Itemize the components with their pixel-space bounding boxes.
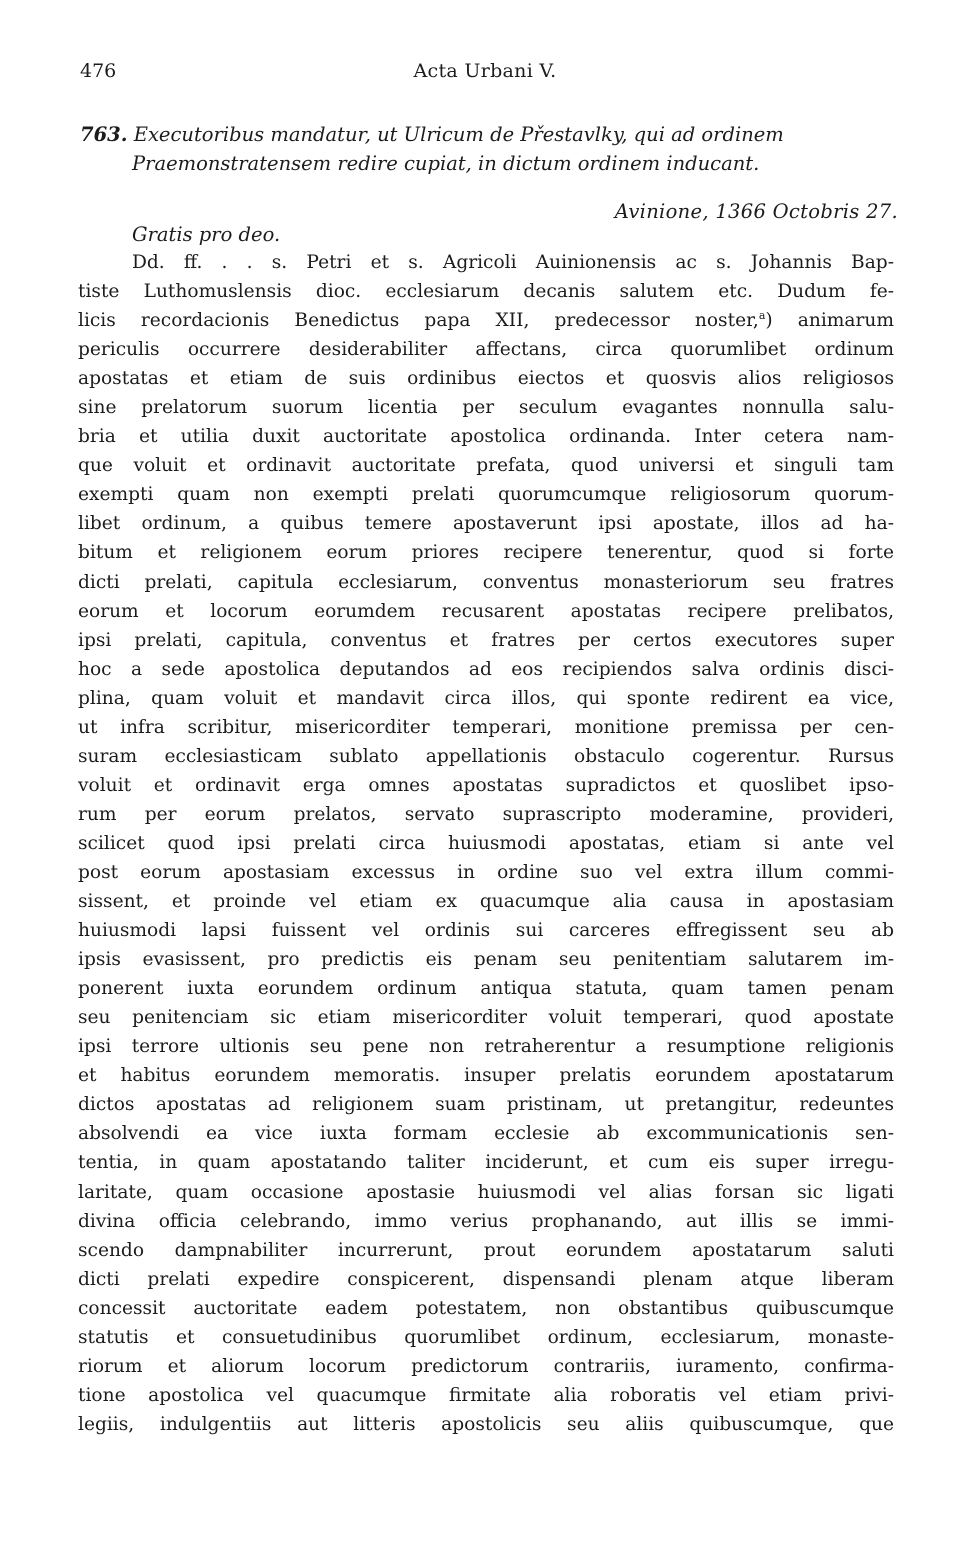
body-line: ipsis evasissent, pro predictis eis penam seu penitentiam salutarem im-	[78, 949, 894, 971]
body-text	[78, 248, 894, 1439]
body-line: post eorum apostasiam excessus in ordine suo vel extra illum commi-	[78, 861, 894, 883]
body-line: plina, quam voluit et mandavit circa illos, qui sponte redirent ea vice,	[78, 687, 894, 709]
body-line: dicti prelati, capitula ecclesiarum, conventus monasteriorum seu fratres	[78, 571, 894, 593]
gratis-note: Gratis pro deo.	[132, 223, 281, 246]
body-line: laritate, quam occasione apostasie huiusmodi vel alias forsan sic ligati	[78, 1181, 894, 1203]
body-line: sissent, et proinde vel etiam ex quacumque alia causa in apostasiam	[78, 891, 894, 913]
body-line: hoc a sede apostolica deputandos ad eos recipiendos salva ordinis disci-	[78, 658, 894, 680]
document-number: 763.	[80, 123, 128, 146]
body-line: suram ecclesiasticam sublato appellationis obstaculo cogerentur. Rursus	[78, 745, 894, 767]
body-line: legiis, indulgentiis aut litteris apostolicis seu aliis quibuscumque, que	[78, 1413, 894, 1435]
body-line: et habitus eorundem memoratis. insuper prelatis eorundem apostatarum	[78, 1065, 894, 1087]
body-line: tione apostolica vel quacumque firmitate alia roboratis vel etiam privi-	[78, 1384, 894, 1406]
body-line-tail: animarum	[797, 310, 894, 332]
body-line: Dd. ff. . . s. Petri et s. Agricoli Auinionensis ac s. Johannis Bap-	[132, 252, 894, 273]
body-line: eorum et locorum eorumdem recusarent apostatas recipere prelibatos,	[78, 600, 894, 622]
body-line: scendo dampnabiliter incurrerunt, prout eorundem apostatarum saluti	[78, 1239, 894, 1261]
body-line: bitum et religionem eorum priores recipere tenerentur, quod si forte	[78, 542, 894, 564]
body-line: que voluit et ordinavit auctoritate prefata, quod universi et singuli tam	[78, 455, 894, 477]
footnote-marker: a	[758, 308, 766, 322]
body-line: tentia, in quam apostatando taliter inciderunt, et cum eis super irregu-	[78, 1152, 894, 1174]
body-line: bria et utilia duxit auctoritate apostolica ordinanda. Inter cetera nam-	[78, 426, 894, 448]
document-heading	[80, 120, 900, 178]
body-line: seu penitenciam sic etiam misericorditer voluit temperari, quod apostate	[78, 1007, 894, 1029]
body-line: divina officia celebrando, immo verius prophanando, aut illis se immi-	[78, 1210, 894, 1232]
body-line: riorum et aliorum locorum predictorum contrariis, iuramento, confirma-	[78, 1355, 894, 1377]
running-head: Acta Urbani V.	[413, 60, 557, 82]
body-line: statutis et consuetudinibus quorumlibet ordinum, ecclesiarum, monaste-	[78, 1326, 894, 1348]
body-line: periculis occurrere desiderabiliter affectans, circa quorumlibet ordinum	[78, 339, 894, 361]
body-line: dicti prelati expedire conspicerent, dispensandi plenam atque liberam	[78, 1268, 894, 1290]
page-number: 476	[80, 60, 117, 82]
body-line: huiusmodi lapsi fuissent vel ordinis sui carceres effregissent seu ab	[78, 920, 894, 942]
body-line: tiste Luthomuslensis dioc. ecclesiarum decanis salutem etc. Dudum fe-	[78, 281, 894, 303]
body-line-text: licis recordacionis Benedictus papa XII, predecessor noster,	[78, 310, 759, 332]
body-line-with-footnote: licis recordacionis Benedictus papa XII, predecessor noster,$^a$) animarum	[78, 308, 894, 332]
body-line: absolvendi ea vice iuxta formam ecclesie ab excommunicationis sen-	[78, 1123, 894, 1145]
body-line: ut infra scribitur, misericorditer temperari, monitione premissa per cen-	[78, 716, 894, 738]
body-line: rum per eorum prelatos, servato suprascripto moderamine, provideri,	[78, 803, 894, 825]
body-line: apostatas et etiam de suis ordinibus eiectos et quosvis alios religiosos	[78, 368, 894, 390]
summary-line-1: Executoribus mandatur, ut Ulricum de Přestavlky, qui ad ordinem	[133, 123, 784, 146]
body-line: sine prelatorum suorum licentia per seculum evagantes nonnulla salu-	[78, 397, 894, 419]
body-line: dictos apostatas ad religionem suam pristinam, ut pretangitur, redeuntes	[78, 1094, 894, 1116]
body-line: libet ordinum, a quibus temere apostaverunt ipsi apostate, illos ad ha-	[78, 513, 894, 535]
summary-line-2: Praemonstratensem redire cupiat, in dictum ordinem inducant.	[132, 152, 760, 175]
body-line: ipsi terrore ultionis seu pene non retraherentur a resumptione religionis	[78, 1036, 894, 1058]
body-line: scilicet quod ipsi prelati circa huiusmodi apostatas, etiam si ante vel	[78, 832, 894, 854]
body-line: ipsi prelati, capitula, conventus et fratres per certos executores super	[78, 629, 894, 651]
page-header	[80, 60, 890, 92]
body-line: exempti quam non exempti prelati quorumcumque religiosorum quorum-	[78, 484, 894, 506]
dateline: Avinione, 1366 Octobris 27.	[614, 200, 898, 223]
body-line: voluit et ordinavit erga omnes apostatas supradictos et quoslibet ipso-	[78, 774, 894, 796]
body-line: ponerent iuxta eorundem ordinum antiqua statuta, quam tamen penam	[78, 978, 894, 1000]
body-line: concessit auctoritate eadem potestatem, non obstantibus quibuscumque	[78, 1297, 894, 1319]
